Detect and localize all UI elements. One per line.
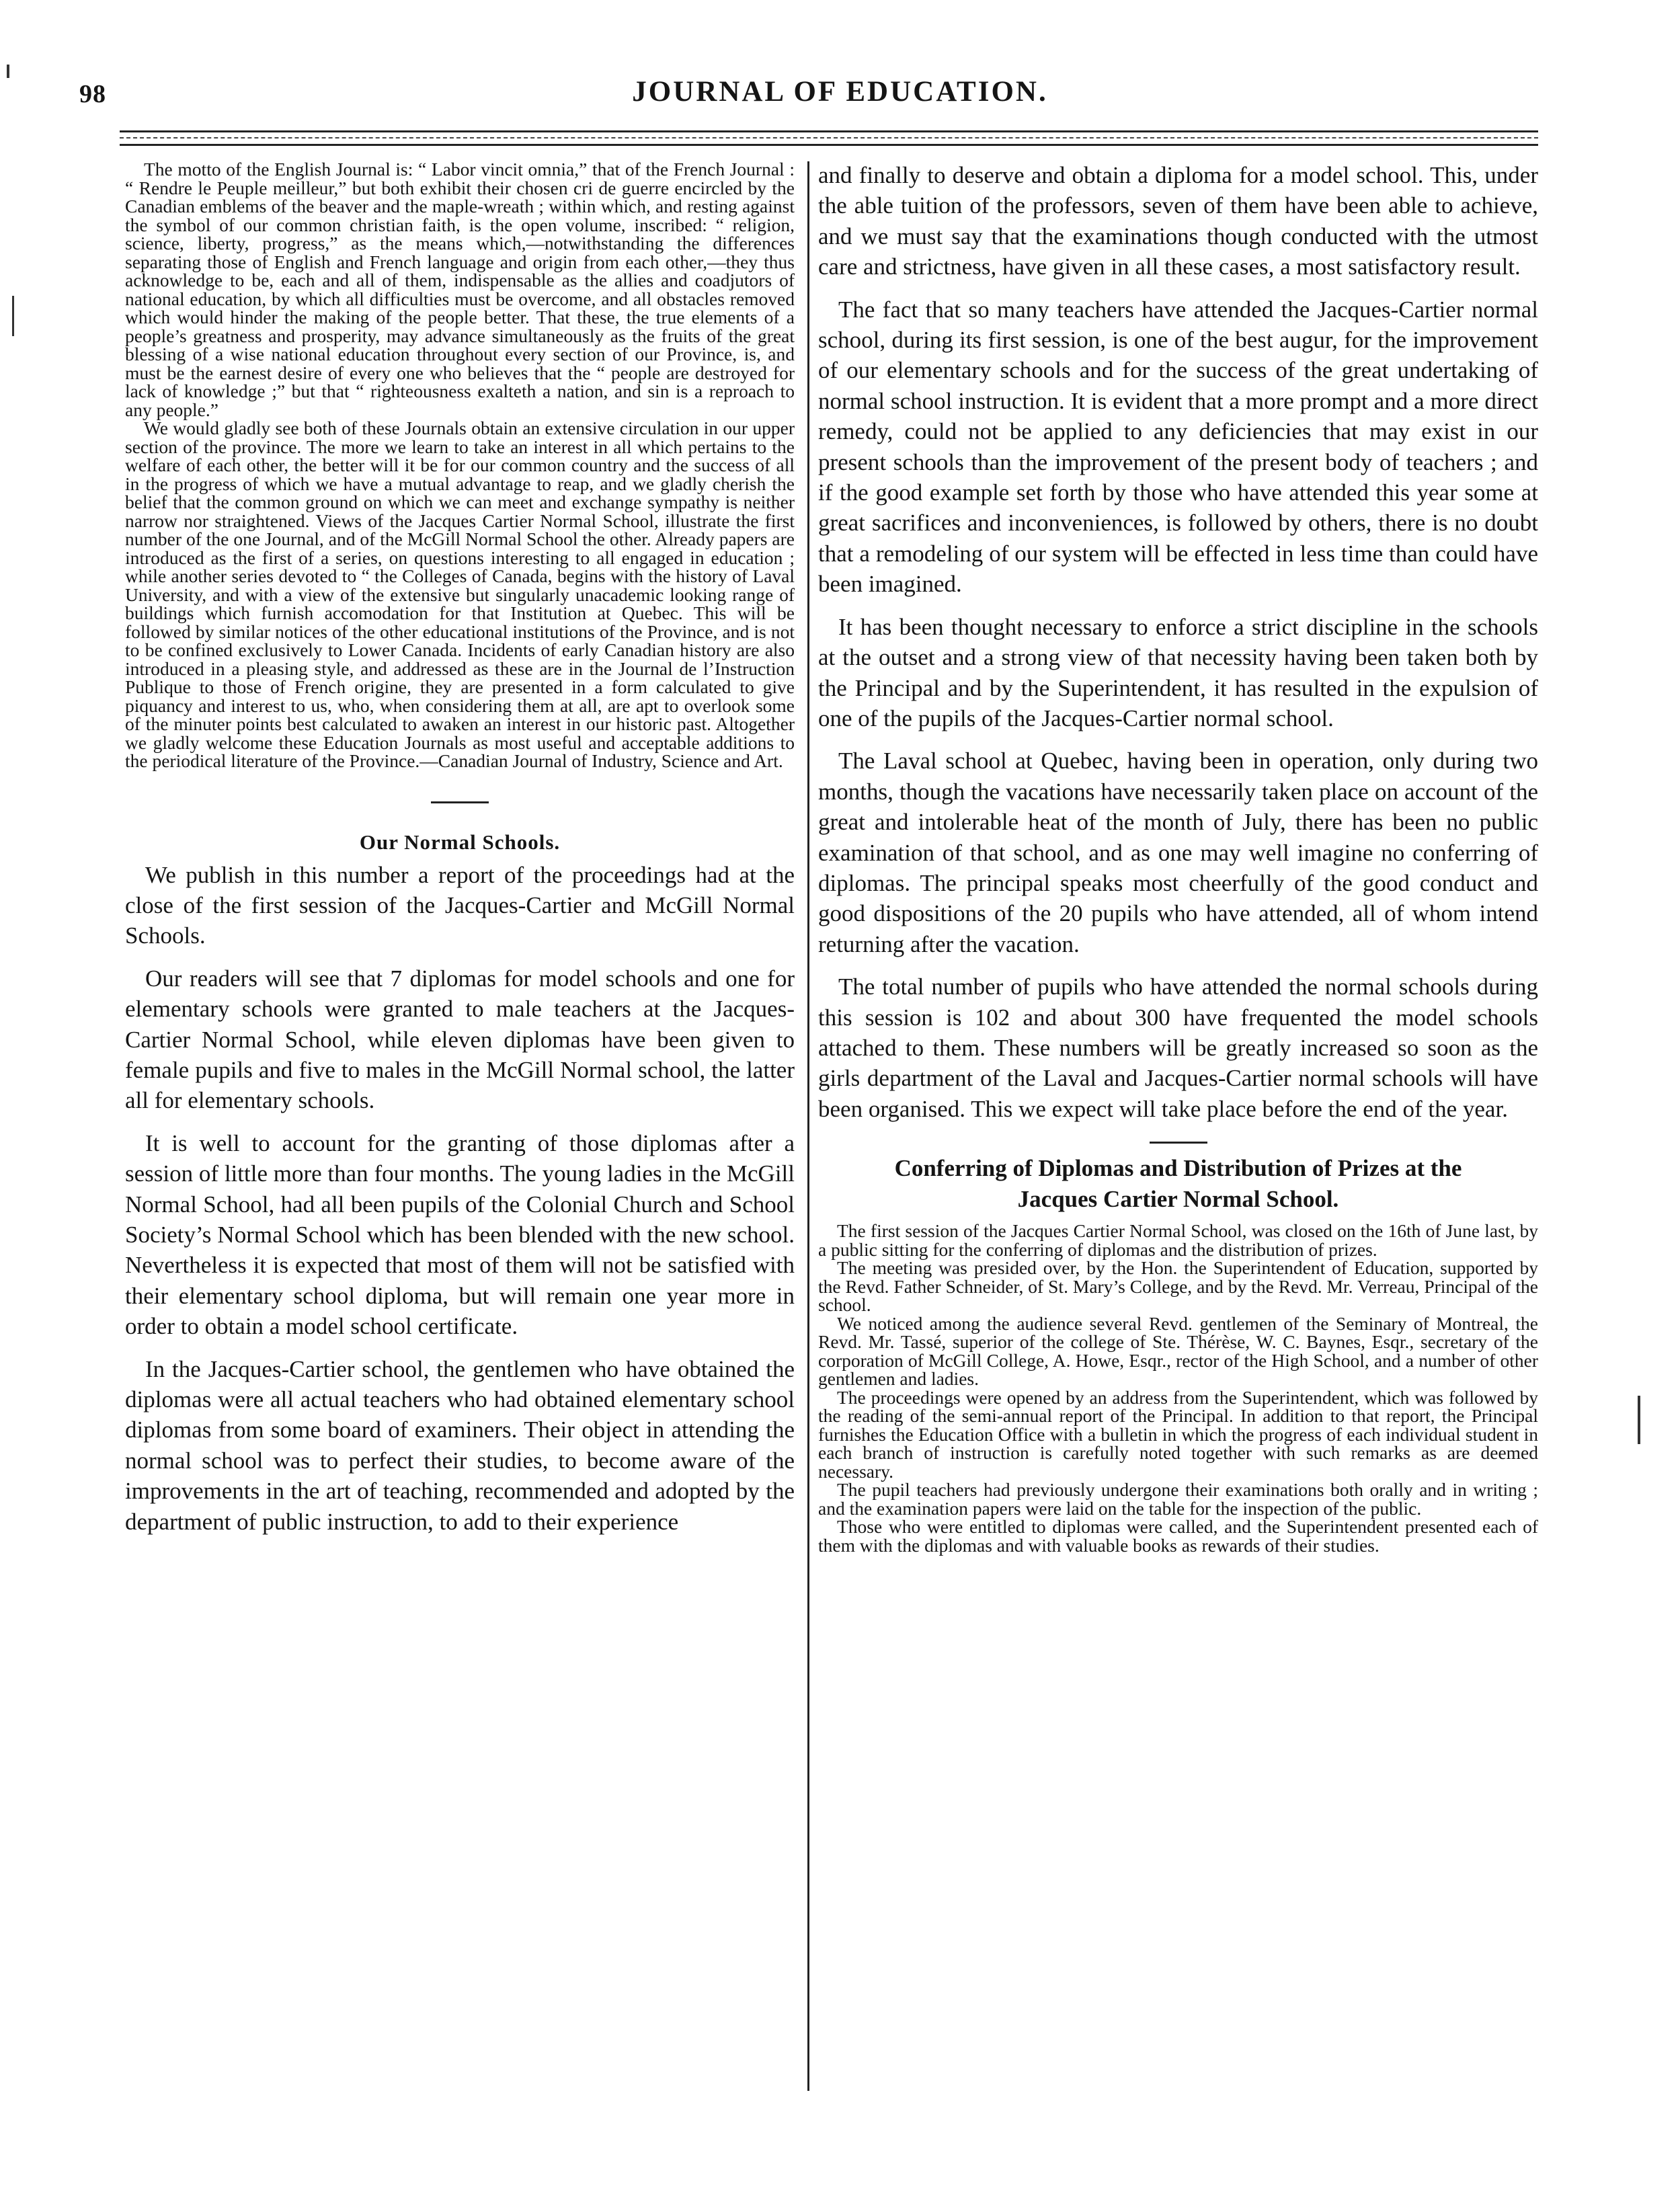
- left-small-text: [125, 160, 795, 770]
- page-number: 98: [79, 80, 106, 108]
- article-paragraph: We publish in this number a report of the proceedings had at the close of the first session of the Jacques-Cartier and McGill Normal Schools.: [125, 861, 795, 949]
- article-paragraph: Those who were entitled to diplomas were called, and the Superintendent presented each of them with the diplomas and with valuable books as rewards of their studies.: [818, 1516, 1538, 1556]
- article-paragraph: In the Jacques-Cartier school, the gentlemen who have obtained the diplomas were all actual teachers who had obtained elementary school diplomas from some board of examiners. Their object in attending the normal school was to perfect their studies, to become aware of the improvements in the art of teaching, recommended and adopted by the department of public instruction, to add to their experience: [125, 1355, 795, 1535]
- section-title-conferring-line-1: Conferring of Diplomas and Distribution of Prizes at the: [894, 1155, 1462, 1182]
- header-rule: [120, 130, 1538, 132]
- margin-mark: [1638, 1396, 1640, 1444]
- article-paragraph: The total number of pupils who have attended the normal schools during this session is 102 and about 300 have frequented the model schools attached to them. These numbers will be greatly increased so soon as the girls department of the Laval and Jacques-Cartier normal schools will have been organised. This we expect will take place before the end of the year.: [818, 973, 1538, 1122]
- article-paragraph: We would gladly see both of these Journals obtain an extensive circulation in our upper section of the province. The more we learn to take an interest in all which pertains to the welfare of each other, the better will it be for our common country and the success of all in the progress of which we have a mutual advantage to reap, and we gladly cherish the belief that the common ground on which we can meet and exchange sympathy is neither narrow nor straightened. Views of the Jacques Cartier Normal School, illustrate the first number of the one Journal, and of the McGill Normal School the other. Already papers are introduced as the first of a series, on questions interesting to all engaged in education ; while another series devoted to “ the Colleges of Canada, begins with the history of Laval University, and with a view of the extensive but singularly unacademic looking range of buildings which furnish accomodation for that Institution at Quebec. This will be followed by similar notices of the other educational institutions of the Province, and is not to be confined exclusively to Lower Canada. Incidents of early Canadian history are also introduced in a pleasing style, and addressed as these are in the Journal de l’Instruction Publique to those of French origine, they are presented in a form calculated to give piquancy and interest to us, who, when considering them at all, are apt to overlook some of the minuter points best calculated to awaken an interest in our historic past. Altogether we gladly welcome these Education Journals as most useful and acceptable additions to the periodical literature of the Province.—Canadian Journal of Industry, Science and Art.: [125, 417, 795, 771]
- running-head: JOURNAL OF EDUCATION.: [632, 76, 1048, 108]
- column-divider: [807, 161, 809, 2091]
- article-paragraph: The Laval school at Quebec, having been in operation, only during two months, though the vacations have necessarily taken place on account of the great and intolerable heat of the month of July, there has been no public examination of that school, and as one may well imagine no conferring of diplomas. The principal speaks most cheerfully of the good conduct and good dispositions of the 20 pupils who have attended, all of whom intend returning after the vacation.: [818, 748, 1538, 957]
- article-paragraph: It is well to account for the granting of those diplomas after a session of little more than four months. The young ladies in the McGill Normal School, had all been pupils of the Colonial Church and School Society’s Normal School which has been blended with the new school. Nevertheless it is expected that most of them will not be satisfied with their elementary school diploma, but will remain one year more in order to obtain a model school certificate.: [125, 1129, 795, 1340]
- article-paragraph: and finally to deserve and obtain a diploma for a model school. This, under the able tuition of the professors, seven of them have been able to achieve, and we must say that the examinations though conducted with the utmost care and strictness, have given in all these cases, a most satisfactory result.: [818, 162, 1538, 280]
- header-rule-lower: [120, 144, 1538, 146]
- article-paragraph: It has been thought necessary to enforce a strict discipline in the schools at the outset and a strong view of that necessity having been taken both by the Principal and by the Superintendent, it has resulted in the expulsion of one of the pupils of the Jacques-Cartier normal school.: [818, 613, 1538, 731]
- article-paragraph: The first session of the Jacques Cartier Normal School, was closed on the 16th of June last, by a public sitting for the conferring of diplomas and the distribution of prizes.: [818, 1220, 1538, 1260]
- article-paragraph: The meeting was presided over, by the Hon. the Superintendent of Education, supported by the Revd. Father Schneider, of St. Mary’s College, and by the Revd. Mr. Verreau, Principal of the school.: [818, 1257, 1538, 1316]
- left-large-text: [125, 860, 795, 1538]
- right-large-text: [818, 160, 1538, 1124]
- article-paragraph: Our readers will see that 7 diplomas for model schools and one for elementary schools were granted to male teachers at the Jacques-Cartier Normal School, while eleven diplomas have been given to female pupils and five to males in the McGill Normal school, the latter all for elementary schools.: [125, 965, 795, 1114]
- right-column: [818, 160, 1538, 1554]
- article-paragraph: The proceedings were opened by an address from the Superintendent, which was followed by the reading of the semi-annual report of the Principal. In addition to that report, the Principal furnishes the Education Office with a bulletin in which the progress of each individual student in each branch of instruction is carefully noted together with such remarks as are deemed necessary.: [818, 1386, 1538, 1482]
- section-title-conferring-line-2: Jacques Cartier Normal School.: [1017, 1186, 1339, 1213]
- margin-mark: [12, 296, 14, 336]
- section-title-normal-schools: Our Normal Schools.: [359, 830, 561, 854]
- left-column: [125, 160, 795, 1549]
- margin-mark: [7, 65, 9, 78]
- article-paragraph: The motto of the English Journal is: “ Labor vincit omnia,” that of the French Journal : “ Rendre le Peuple meilleur,” but both exhibit their chosen cri de guerre encircled by the Canadian emblems of the beaver and the maple-wreath ; within which, and resting against the symbol of our common christian faith, is the open volume, inscribed: “ religion, science, liberty, progress,” as the means which,—notwithstanding the differences separating those of English and French language and origin from each other,—they thus acknowledge to be, each and all of them, indispensable as the allies and coadjutors of national education, by which all difficulties must be overcome, and all obstacles removed which would hinder the making of the people better. That these, the true elements of a people’s greatness and prosperity, may advance simultaneously as the fruits of the great blessing of a wise national education throughout every section of our Province, is, and must be the earnest desire of every one who believes that the “ people are destroyed for lack of knowledge ;” but that “ righteousness exalteth a nation, and sin is a reproach to any people.”: [125, 159, 795, 420]
- article-paragraph: We noticed among the audience several Revd. gentlemen of the Seminary of Montreal, the Revd. Mr. Tassé, superior of the college of Ste. Thérèse, W. C. Baynes, Esqr., secretary of the corporation of McGill College, A. Howe, Esqr., rector of the High School, and a number of other gentlemen and ladies.: [818, 1312, 1538, 1390]
- article-paragraph: The pupil teachers had previously undergone their examinations both orally and in writing ; and the examination papers were laid on the table for the inspection of the public.: [818, 1479, 1538, 1519]
- right-small-text: [818, 1222, 1538, 1554]
- article-paragraph: The fact that so many teachers have attended the Jacques-Cartier normal school, during its first session, is one of the best augur, for the improvement of our elementary schools and for the success of the great undertaking of normal school instruction. It is evident that a more prompt and a more direct remedy, could not be applied to any deficiencies that may exist in our present schools than the improvement of the present body of teachers ; and if the good example set forth by those who have attended this year some at great sacrifices and inconveniences, is followed by others, there is no doubt that a remodeling of our system will be effected in less time than could have been imagined.: [818, 296, 1538, 598]
- header-rule-dashed: [120, 137, 1538, 138]
